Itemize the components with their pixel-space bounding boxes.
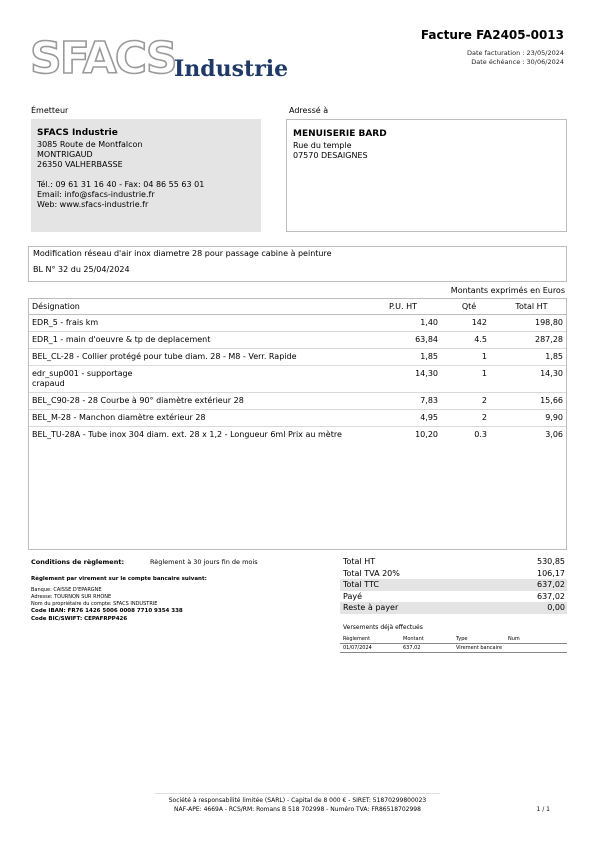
due-date: Date échéance : 30/06/2024 xyxy=(471,58,564,66)
total-value: 637,02 xyxy=(537,580,565,589)
page-number: 1 / 1 xyxy=(536,806,550,813)
payments-col-type: Type xyxy=(456,636,468,642)
row-unit-price: 63,84 xyxy=(365,332,441,349)
total-value: 106,17 xyxy=(537,568,565,578)
row-designation: BEL_M-28 - Manchon diamètre extérieur 28 xyxy=(29,410,365,427)
table-row xyxy=(29,332,566,349)
total-ht-row xyxy=(340,556,567,568)
description-line1: Modification réseau d'air inox diametre 28 pour passage cabine à peinture xyxy=(33,249,332,258)
row-designation-line2: crapaud xyxy=(32,379,65,388)
row-designation: BEL_C90-28 - 28 Courbe à 90° diamètre extérieur 28 xyxy=(29,393,365,410)
table-row xyxy=(29,366,566,393)
total-tva-row xyxy=(340,568,567,580)
row-unit-price: 4,95 xyxy=(365,410,441,427)
col-designation: Désignation xyxy=(29,299,365,315)
row-designation: EDR_5 - frais km xyxy=(32,318,99,327)
payment-type: Virement bancaire xyxy=(456,645,503,651)
payments-col-num: Num xyxy=(508,636,520,642)
row-unit-price: 7,83 xyxy=(365,393,441,410)
company-logo xyxy=(28,33,288,81)
row-unit-price: 10,20 xyxy=(365,427,441,444)
row-unit-price: 14,30 xyxy=(365,366,441,393)
payments-heading: Versements déjà effectués xyxy=(343,624,423,631)
payments-col-date: Règlement xyxy=(343,636,371,642)
logo-industrie-text: Industrie xyxy=(174,56,288,81)
transfer-heading: Règlement par virement sur le compte bancaire suivant: xyxy=(31,576,207,582)
logo-sfacs-text: SFACS xyxy=(30,33,176,81)
total-label: Total HT xyxy=(343,557,376,566)
items-table xyxy=(28,298,567,550)
footer-line2: NAF-APE: 4669A - RCS/RM: Romans B 518 702998 - Numéro TVA: FR86518702998 xyxy=(174,806,421,813)
issuer-web: Web: www.sfacs-industrie.fr xyxy=(37,200,149,209)
recipient-address1: Rue du temple xyxy=(293,141,352,150)
row-total: 15,66 xyxy=(497,393,566,410)
payments-row xyxy=(340,644,567,653)
row-quantity: 2 xyxy=(441,393,497,410)
row-total: 3,06 xyxy=(497,427,566,444)
issuer-address1: 3085 Route de Montfalcon xyxy=(37,140,143,149)
row-quantity: 1 xyxy=(441,349,497,366)
row-quantity: 142 xyxy=(471,318,487,327)
description-line2: BL N° 32 du 25/04/2024 xyxy=(33,265,130,274)
recipient-address2: 07570 DESAIGNES xyxy=(293,151,368,160)
payment-terms-label: Conditions de règlement: xyxy=(31,558,125,566)
col-total: Total HT xyxy=(497,299,566,315)
footer-divider xyxy=(155,793,440,794)
recipient-heading: Adressé à xyxy=(289,106,329,115)
total-ttc-row xyxy=(340,579,567,591)
issuer-heading: Émetteur xyxy=(31,106,69,115)
total-value: 530,85 xyxy=(537,557,565,566)
total-value: 637,02 xyxy=(537,591,565,601)
footer-line1: Société à responsabilité limitée (SARL) - Capital de 8 000 € - SIRET: 51870299800023 xyxy=(168,797,427,804)
row-total: 14,30 xyxy=(497,366,566,393)
row-quantity: 0.3 xyxy=(441,427,497,444)
table-row xyxy=(29,427,566,444)
issuer-phone: Tél.: 09 61 31 16 40 - Fax: 04 86 55 63 01 xyxy=(37,180,205,189)
recipient-name: MENUISERIE BARD xyxy=(293,129,387,139)
total-label: Payé xyxy=(343,591,363,601)
payments-header-row xyxy=(340,635,567,644)
row-quantity: 2 xyxy=(441,410,497,427)
row-unit-price: 1,40 xyxy=(420,318,438,327)
issuer-address2: MONTRIGAUD xyxy=(37,150,93,159)
iban-code: Code IBAN: FR76 1426 5006 0008 7710 9354 338 xyxy=(31,608,183,614)
bank-address: Adresse: TOURNON SUR RHONE xyxy=(31,594,112,600)
invoice-title: Facture FA2405-0013 xyxy=(420,28,564,42)
remaining-row xyxy=(340,602,567,614)
issuer-email: Email: info@sfacs-industrie.fr xyxy=(37,190,155,199)
row-designation: EDR_1 - main d'oeuvre & tp de deplacement xyxy=(29,332,365,349)
row-designation: BEL_CL-28 - Collier protégé pour tube diam. 28 - M8 - Verr. Rapide xyxy=(29,349,365,366)
table-row xyxy=(29,349,566,366)
currency-note: Montants exprimés en Euros xyxy=(450,286,565,295)
bic-code: Code BIC/SWIFT: CEPAFRPP426 xyxy=(31,616,128,622)
row-designation: BEL_TU-28A - Tube inox 304 diam. ext. 28 x 1,2 - Longueur 6ml Prix au mètre xyxy=(29,427,365,444)
row-total: 1,85 xyxy=(497,349,566,366)
table-row xyxy=(29,315,566,332)
issuer-box xyxy=(31,119,261,232)
table-row xyxy=(29,410,566,427)
payment-terms-value: Règlement à 30 jours fin de mois xyxy=(150,558,258,566)
row-designation xyxy=(29,366,365,393)
description-box xyxy=(28,246,567,282)
col-unit-price: P.U. HT xyxy=(365,299,441,315)
invoice-date: Date facturation : 23/05/2024 xyxy=(466,49,564,57)
total-label: Total TTC xyxy=(343,580,379,589)
col-quantity: Qté xyxy=(441,299,497,315)
payments-col-amount: Montant xyxy=(403,636,424,642)
issuer-name: SFACS Industrie xyxy=(37,128,118,138)
row-unit-price: 1,85 xyxy=(365,349,441,366)
table-header-row xyxy=(29,299,566,315)
issuer-address3: 26350 VALHERBASSE xyxy=(37,160,123,169)
total-label: Total TVA 20% xyxy=(343,568,400,578)
payment-date: 01/07/2024 xyxy=(343,645,372,651)
row-quantity: 4.5 xyxy=(441,332,497,349)
row-quantity: 1 xyxy=(441,366,497,393)
recipient-box xyxy=(286,119,567,232)
table-row xyxy=(29,393,566,410)
bank-name: Banque: CAISSE D'EPARGNE xyxy=(31,587,102,593)
payment-amount: 637,02 xyxy=(403,645,421,651)
total-label: Reste à payer xyxy=(343,603,399,612)
row-total: 287,28 xyxy=(497,332,566,349)
total-value: 0,00 xyxy=(547,603,565,612)
row-designation-line1: edr_sup001 - supportage xyxy=(32,369,133,378)
paid-row xyxy=(340,591,567,603)
row-total: 9,90 xyxy=(497,410,566,427)
row-total: 198,80 xyxy=(535,318,563,327)
account-owner: Nom du propriétaire du compte: SFACS INDUSTRIE xyxy=(31,601,158,607)
